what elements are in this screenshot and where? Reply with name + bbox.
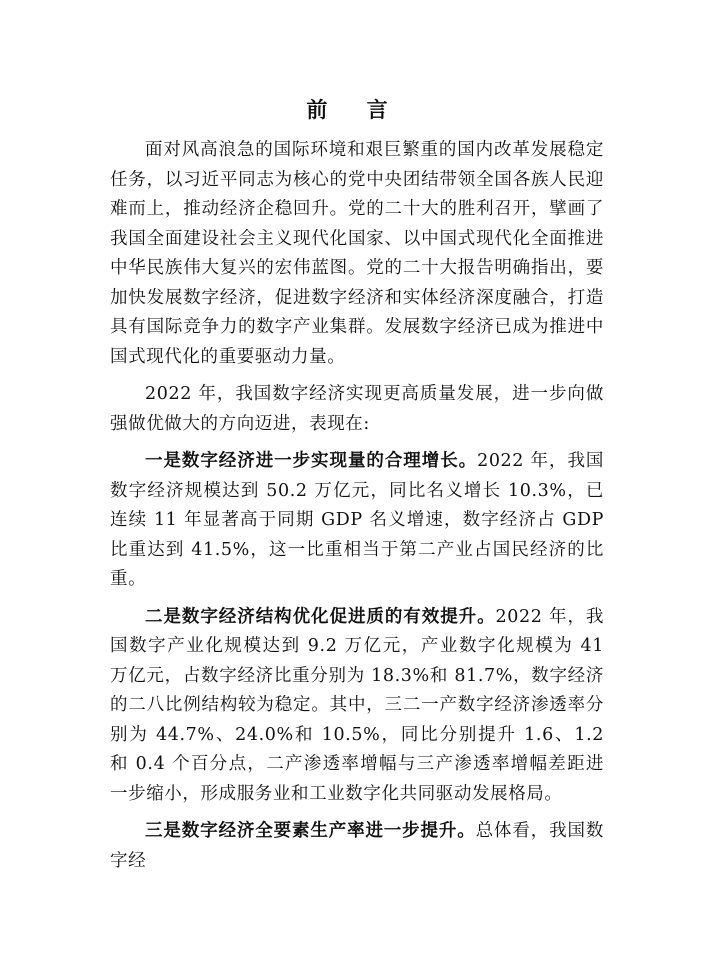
page-title: 前 言 [306,98,404,122]
paragraph-text: 总体看，我国数字经 [110,821,604,871]
paragraph-summary [110,380,604,439]
paragraph-point-1 [110,447,604,595]
paragraph-text: 2022 年，我国数字经济规模达到 50.2 万亿元，同比名义增长 10.3%，已连续 11 年显著高于同期 GDP 名义增速，数字经济占 GDP 比重达到 41.5%，这一比重相当于第二产业占国民经济的比重。 [110,451,604,589]
paragraph-point-2 [110,603,604,810]
paragraph-text: 面对风高浪急的国际环境和艰巨繁重的国内改革发展稳定任务，以习近平同志为核心的党中央团结带领全国各族人民迎难而上，推动经济企稳回升。党的二十大的胜利召开，擘画了我国全面建设社会主义现代化国家、以中国式现代化全面推进中华民族伟大复兴的宏伟蓝图。党的二十大报告明确指出，要加快发展数字经济，促进数字经济和实体经济深度融合，打造具有国际竞争力的数字产业集群。发展数字经济已成为推进中国式现代化的重要驱动力量。 [110,140,604,367]
paragraph-intro [110,136,604,372]
paragraph-lead: 二是数字经济结构优化促进质的有效提升。 [145,606,496,627]
paragraph-text: 2022 年，我国数字产业化规模达到 9.2 万亿元，产业数字化规模为 41 万亿元，占数字经济比重分别为 18.3%和 81.7%，数字经济的二八比例结构较为稳定。其中，三二一产数字经济渗透率分别为 44.7%、24.0%和 10.5%，同比分别提升 1.6、1.2 和 0.4 个百分点，二产渗透率增幅与三产渗透率增幅差距进一步缩小，形成服务业和工业数字化共同驱动发展格局。 [110,606,604,804]
paragraph-text: 2022 年，我国数字经济实现更高质量发展，进一步向做强做优做大的方向迈进，表现在: [110,384,604,434]
paragraph-point-3 [110,817,604,876]
paragraph-lead: 一是数字经济进一步实现量的合理增长。 [145,451,478,471]
paragraph-lead: 三是数字经济全要素生产率进一步提升。 [145,821,476,841]
body-text [110,136,604,876]
